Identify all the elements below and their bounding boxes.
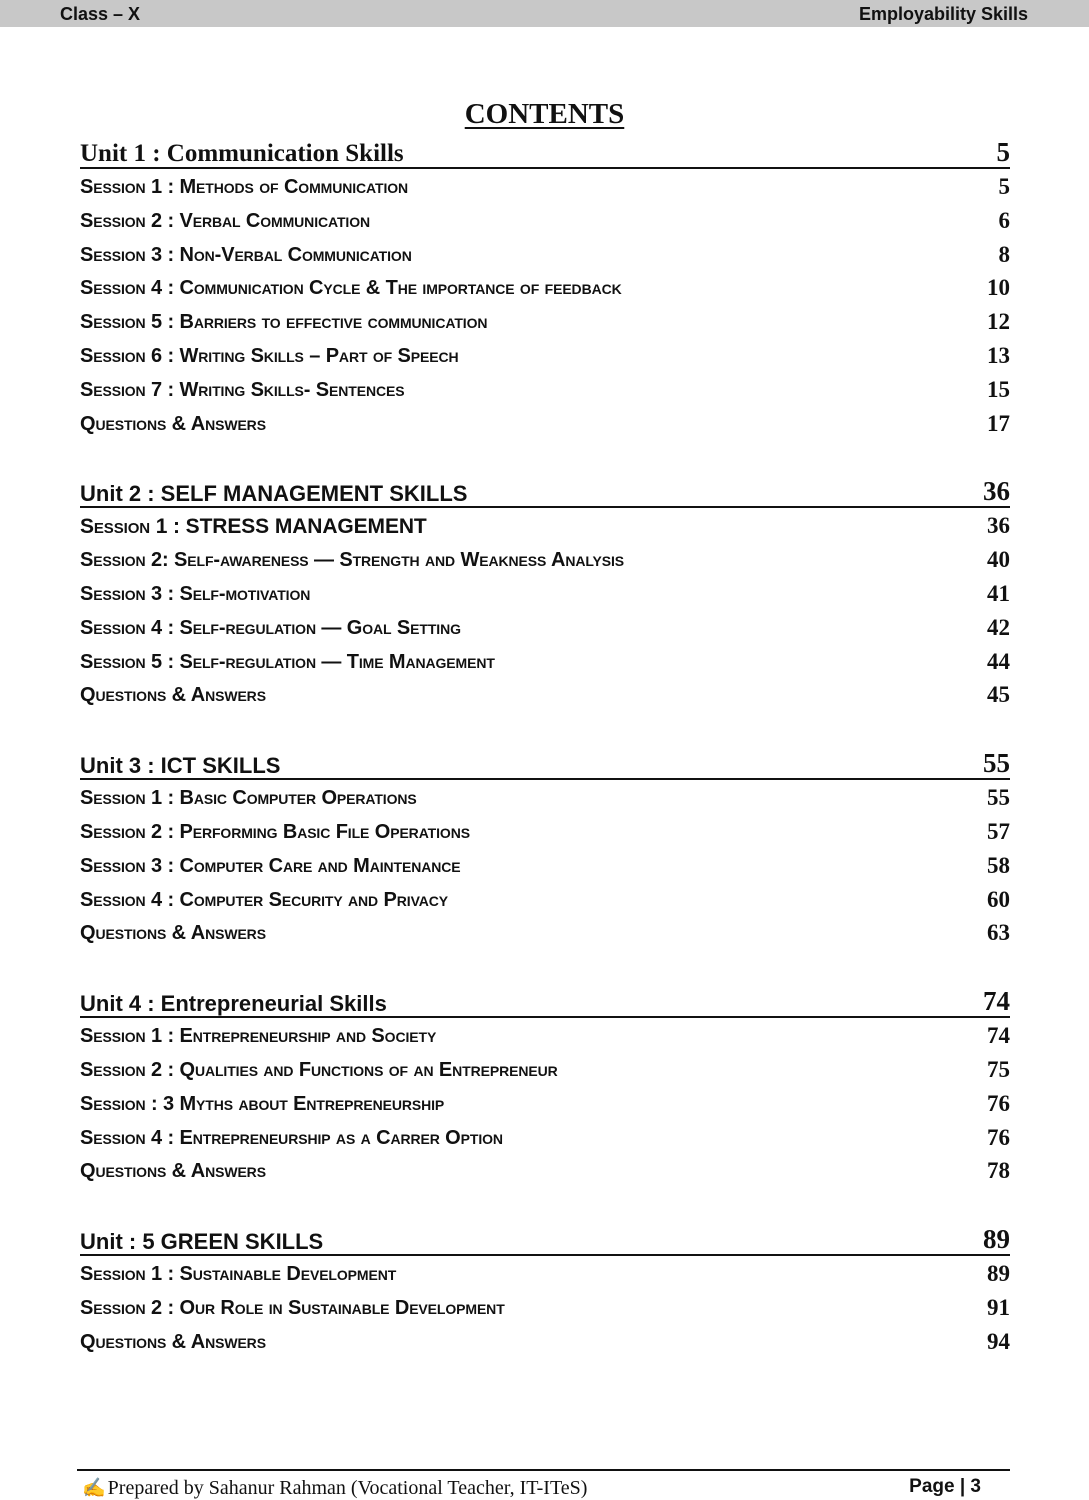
toc-unit <box>80 1222 1010 1358</box>
toc-entry[interactable] <box>80 305 1010 339</box>
footer-divider <box>77 1469 1010 1471</box>
toc-entry-title: Session 2 : Performing Basic File Operations <box>80 820 470 843</box>
toc-entry-title: Session 4 : Communication Cycle & The importance of feedback <box>80 277 622 300</box>
toc-entry-page-number: 10 <box>987 275 1010 301</box>
toc-unit-page-number: 74 <box>983 986 1010 1017</box>
toc-entry-page-number: 91 <box>987 1294 1010 1320</box>
toc-entry-page-number: 55 <box>987 785 1010 811</box>
toc-entry[interactable] <box>80 1053 1010 1087</box>
toc-entry-title: Session 2 : Our Role in Sustainable Development <box>80 1296 505 1319</box>
toc-entry-page-number: 63 <box>987 920 1010 946</box>
toc-entry-page-number: 57 <box>987 818 1010 844</box>
page-header <box>0 0 1089 27</box>
toc-unit <box>80 746 1010 950</box>
table-of-contents <box>80 135 1010 1359</box>
toc-entry[interactable] <box>80 1087 1010 1121</box>
toc-unit <box>80 984 1010 1188</box>
toc-entry-page-number: 13 <box>987 342 1010 368</box>
toc-entry-page-number: 58 <box>987 852 1010 878</box>
toc-entry-page-number: 76 <box>987 1124 1010 1150</box>
toc-entry-page-number: 75 <box>987 1056 1010 1082</box>
toc-entry[interactable] <box>80 577 1010 611</box>
toc-entry-title: Session 4 : Self-regulation — Goal Setting <box>80 616 461 639</box>
footer-credit-text: Prepared by Sahanur Rahman (Vocational Teacher, IT-ITeS) <box>107 1477 588 1499</box>
toc-entry[interactable] <box>80 543 1010 577</box>
toc-entry-page-number: 40 <box>987 547 1010 573</box>
toc-entry[interactable] <box>80 678 1010 712</box>
toc-entry-page-number: 94 <box>987 1328 1010 1354</box>
toc-entry[interactable] <box>80 238 1010 272</box>
header-subject-label: Employability Skills <box>858 4 1028 24</box>
toc-unit-page-number: 5 <box>996 137 1010 167</box>
toc-entry-title: Questions & Answers <box>80 412 266 435</box>
header-class-label: Class – X <box>60 4 141 24</box>
toc-unit-heading[interactable] <box>80 746 1010 780</box>
toc-unit-title: Unit 4 : Entrepreneurial Skills <box>80 991 387 1017</box>
toc-entry[interactable] <box>80 339 1010 373</box>
toc-entry-title: Questions & Answers <box>80 1330 266 1353</box>
pen-icon: ✍ <box>82 1478 106 1499</box>
toc-entry-title: Session 1 : STRESS MANAGEMENT <box>80 515 427 539</box>
toc-entry[interactable] <box>80 1154 1010 1188</box>
toc-entry[interactable] <box>80 1257 1010 1291</box>
toc-entry-page-number: 15 <box>987 376 1010 402</box>
toc-entry[interactable] <box>80 815 1010 849</box>
toc-entry-title: Session 1 : Sustainable Development <box>80 1263 397 1286</box>
toc-entry-title: Questions & Answers <box>80 684 266 707</box>
toc-entry-page-number: 74 <box>987 1023 1010 1049</box>
toc-unit-heading[interactable] <box>80 474 1010 508</box>
toc-entry-page-number: 12 <box>987 309 1010 335</box>
toc-entry[interactable] <box>80 204 1010 238</box>
toc-entry-title: Session 2 : Verbal Communication <box>80 209 371 232</box>
toc-entry-page-number: 78 <box>987 1158 1010 1184</box>
page-number: Page | 3 <box>909 1476 981 1497</box>
toc-entry[interactable] <box>80 271 1010 305</box>
toc-entry-page-number: 5 <box>998 174 1010 199</box>
toc-entry-title: Session 7 : Writing Skills- Sentences <box>80 378 405 401</box>
toc-entry-title: Session : 3 Myths about Entrepreneurship <box>80 1092 445 1115</box>
toc-entry-title: Session 4 : Computer Security and Privacy <box>80 888 449 911</box>
toc-entry-title: Session 1 : Methods of Communication <box>80 176 409 198</box>
toc-unit-title: Unit 2 : SELF MANAGEMENT SKILLS <box>80 481 468 507</box>
toc-unit-title: Unit 1 : Communication Skills <box>80 140 404 167</box>
toc-entry[interactable] <box>80 645 1010 679</box>
toc-entry[interactable] <box>80 509 1010 543</box>
toc-entry-title: Session 2 : Qualities and Functions of an Entrepreneur <box>80 1058 558 1081</box>
toc-entry[interactable] <box>80 916 1010 950</box>
toc-entry-title: Session 3 : Computer Care and Maintenance <box>80 854 461 877</box>
toc-entry[interactable] <box>80 1121 1010 1155</box>
toc-unit-heading[interactable] <box>80 984 1010 1018</box>
toc-unit <box>80 474 1010 712</box>
toc-entry-title: Session 1 : Entrepreneurship and Society <box>80 1025 437 1048</box>
toc-entry[interactable] <box>80 781 1010 815</box>
toc-unit-page-number: 36 <box>983 476 1010 507</box>
toc-entry-title: Session 3 : Non-Verbal Communication <box>80 243 412 266</box>
toc-unit-heading[interactable] <box>80 1222 1010 1256</box>
toc-entry-title: Session 5 : Barriers to effective communication <box>80 311 488 334</box>
toc-entry-page-number: 60 <box>987 886 1010 912</box>
toc-entry-page-number: 8 <box>998 241 1010 267</box>
footer-credit <box>82 1476 587 1500</box>
toc-entry-title: Session 5 : Self-regulation — Time Management <box>80 650 495 673</box>
toc-entry-title: Session 4 : Entrepreneurship as a Carrer Option <box>80 1126 503 1149</box>
toc-unit-page-number: 55 <box>983 748 1010 779</box>
toc-entry-title: Session 6 : Writing Skills – Part of Speech <box>80 344 459 367</box>
toc-entry-page-number: 36 <box>987 513 1010 539</box>
toc-entry-page-number: 89 <box>987 1261 1010 1287</box>
toc-entry-page-number: 44 <box>987 648 1010 674</box>
toc-entry[interactable] <box>80 1019 1010 1053</box>
toc-entry-title: Session 2: Self-awareness — Strength and Weakness Analysis <box>80 549 625 572</box>
toc-entry[interactable] <box>80 611 1010 645</box>
toc-entry-page-number: 42 <box>987 614 1010 640</box>
toc-entry-page-number: 76 <box>987 1090 1010 1116</box>
toc-entry-page-number: 41 <box>987 580 1010 606</box>
toc-entry-title: Session 3 : Self-motivation <box>80 582 311 605</box>
toc-unit-page-number: 89 <box>983 1224 1010 1255</box>
toc-entry-title: Session 1 : Basic Computer Operations <box>80 787 417 810</box>
page-title: CONTENTS <box>464 98 625 130</box>
toc-entry-page-number: 45 <box>987 682 1010 708</box>
toc-entry[interactable] <box>80 849 1010 883</box>
toc-unit-heading[interactable] <box>80 135 1010 169</box>
toc-unit <box>80 135 1010 440</box>
toc-entry[interactable] <box>80 883 1010 917</box>
toc-entry-page-number: 6 <box>998 207 1010 233</box>
toc-entry[interactable] <box>80 170 1010 204</box>
toc-entry-page-number: 17 <box>987 410 1010 436</box>
toc-entry[interactable] <box>80 373 1010 407</box>
toc-entry[interactable] <box>80 1291 1010 1325</box>
toc-unit-title: Unit 3 : ICT SKILLS <box>80 753 281 779</box>
toc-unit-title: Unit : 5 GREEN SKILLS <box>80 1229 324 1255</box>
toc-entry-title: Questions & Answers <box>80 922 266 945</box>
toc-entry[interactable] <box>80 1325 1010 1359</box>
toc-entry[interactable] <box>80 407 1010 441</box>
toc-entry-title: Questions & Answers <box>80 1160 266 1183</box>
